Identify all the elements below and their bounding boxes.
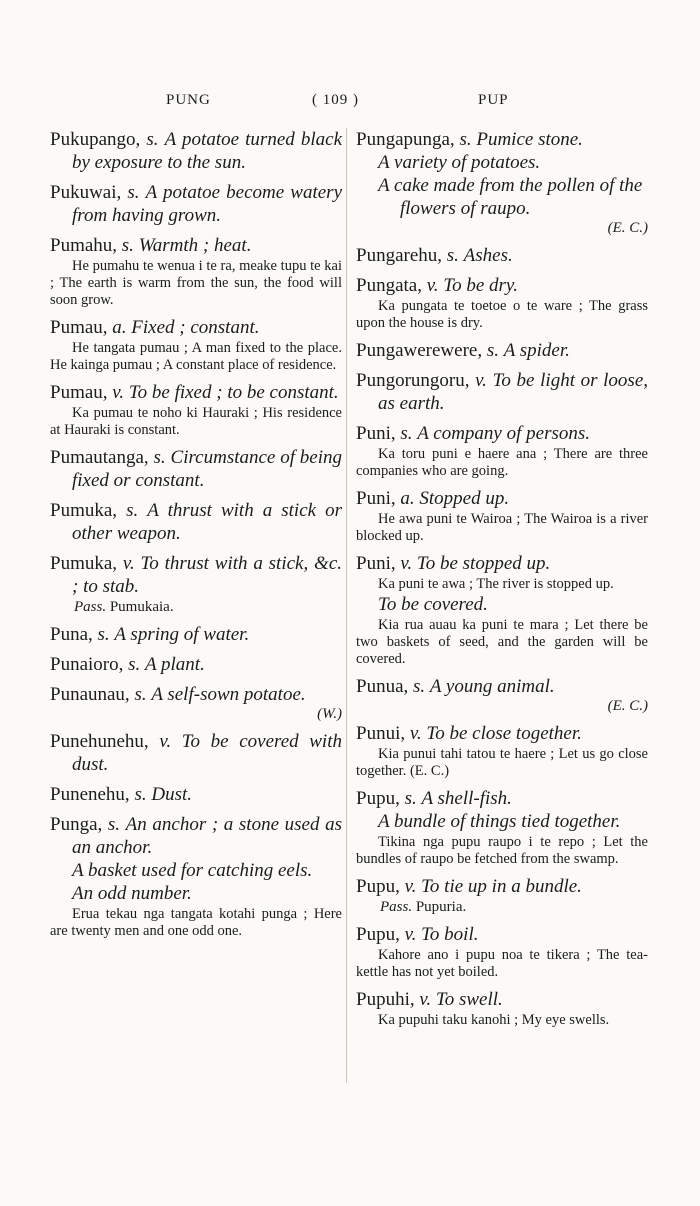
part-of-speech: v.: [159, 731, 172, 752]
passive-form: [50, 598, 342, 616]
entry-headword-line: [50, 499, 342, 545]
gloss: A spider.: [503, 340, 570, 361]
headword: Punaioro,: [50, 654, 124, 675]
passive-word: Pupuria.: [415, 899, 467, 915]
headword: Pungorungoru,: [356, 370, 470, 391]
headword: Puni,: [356, 423, 396, 444]
gloss: Circumstance of being fixed or constant.: [72, 447, 343, 491]
headword: Puni,: [356, 488, 396, 509]
dictionary-entry: [356, 274, 648, 332]
part-of-speech: v.: [475, 370, 487, 391]
entry-headword-line: [356, 339, 648, 362]
dictionary-entry: [50, 552, 342, 616]
headword: Pukuwai,: [50, 182, 122, 203]
header-right-guideword: PUP: [478, 92, 509, 108]
gloss: To be stopped up.: [416, 553, 551, 574]
part-of-speech: s.: [413, 676, 426, 697]
part-of-speech: v.: [426, 275, 439, 296]
part-of-speech: s.: [459, 129, 472, 150]
entry-headword-line: [50, 730, 342, 776]
headword: Pumau,: [50, 317, 108, 338]
entry-headword-line: [50, 653, 342, 676]
gloss: To be covered with dust.: [72, 731, 342, 775]
usage-example: He pumahu te wenua i te ra, meake tupu te kai ; The earth is warm from the sun, the food will soon grow.: [50, 258, 342, 308]
right-column: [356, 128, 648, 1036]
gloss: Pumice stone.: [476, 129, 583, 150]
dictionary-entry: [50, 128, 342, 174]
headword: Pumuka,: [50, 553, 118, 574]
gloss: Warmth ; heat.: [138, 235, 252, 256]
part-of-speech: s.: [404, 788, 417, 809]
dictionary-entry: [356, 128, 648, 237]
dictionary-entry: [50, 653, 342, 676]
dictionary-entry: [356, 422, 648, 480]
headword: Punga,: [50, 814, 103, 835]
part-of-speech: a.: [112, 317, 127, 338]
entry-headword-line: [50, 234, 342, 257]
usage-example: Erua tekau nga tangata kotahi punga ; Here are twenty men and one odd one.: [50, 906, 342, 939]
part-of-speech: s.: [134, 784, 147, 805]
entry-headword-line: [356, 923, 648, 946]
usage-example: Ka pungata te toetoe o te ware ; The grass upon the house is dry.: [356, 298, 648, 331]
entry-headword-line: [50, 128, 342, 174]
entry-headword-line: [356, 487, 648, 510]
header-left-guideword: PUNG: [166, 92, 211, 108]
source-abbreviation: (W.): [317, 706, 342, 722]
usage-example: Ka pupuhi taku kanohi ; My eye swells.: [378, 1012, 610, 1028]
part-of-speech: v.: [122, 553, 135, 574]
usage-example: Tikina nga pupu raupo i te repo ; Let the bundles of raupo be fetched from the swamp.: [356, 834, 648, 867]
dictionary-entry: [50, 623, 342, 646]
passive-word: Pumukaia.: [109, 599, 174, 615]
gloss: A company of persons.: [417, 423, 591, 444]
dictionary-entry: [50, 446, 342, 492]
headword: Punehunehu,: [50, 731, 149, 752]
gloss: An anchor ; a stone used as an anchor.: [72, 814, 342, 858]
headword: Pukupango,: [50, 129, 141, 150]
headword: Pungapunga,: [356, 129, 455, 150]
entry-headword-line: [50, 446, 342, 492]
part-of-speech: v.: [419, 989, 432, 1010]
headword: Pumahu,: [50, 235, 118, 256]
headword: Punui,: [356, 723, 406, 744]
dictionary-entry: [356, 988, 648, 1029]
usage-example: He awa puni te Wairoa ; The Wairoa is a river blocked up.: [356, 511, 648, 544]
dictionary-entry: [356, 787, 648, 868]
additional-sense: A basket used for catching eels.: [72, 860, 313, 881]
passive-label: Pass.: [380, 899, 413, 915]
entry-headword-line: [356, 274, 648, 297]
additional-sense: An odd number.: [72, 883, 192, 904]
gloss: To be fixed ; to be constant.: [128, 382, 339, 403]
gloss: To be light or loose, as earth.: [378, 370, 649, 414]
gloss: A thrust with a stick or other weapon.: [72, 500, 343, 544]
entry-headword-line: [356, 552, 648, 575]
dictionary-entry: [356, 244, 648, 267]
part-of-speech: v.: [409, 723, 422, 744]
entry-headword-line: [50, 623, 342, 646]
usage-example: Ka toru puni e haere ana ; There are three companies who are going.: [356, 446, 648, 479]
part-of-speech: v.: [400, 553, 413, 574]
entry-headword-line: [50, 783, 342, 806]
entry-headword-line: [356, 128, 648, 151]
entry-headword-line: [356, 675, 648, 698]
headword: Pungata,: [356, 275, 422, 296]
part-of-speech: s.: [153, 447, 166, 468]
dictionary-entry: [50, 316, 342, 374]
gloss: To tie up in a bundle.: [421, 876, 582, 897]
entry-headword-line: [50, 552, 342, 598]
headword: Punua,: [356, 676, 409, 697]
dictionary-entry: [356, 675, 648, 715]
dictionary-entry: [356, 875, 648, 916]
usage-example: Ka puni te awa ; The river is stopped up.: [378, 576, 614, 592]
part-of-speech: s.: [128, 654, 141, 675]
passive-label: Pass.: [74, 599, 107, 615]
usage-example: Kia punui tahi tatou te haere ; Let us go close together. (E. C.): [356, 746, 648, 779]
entry-headword-line: [356, 988, 648, 1011]
headword: Punaunau,: [50, 684, 130, 705]
gloss: To swell.: [435, 989, 503, 1010]
headword: Puni,: [356, 553, 396, 574]
headword: Puna,: [50, 624, 93, 645]
entry-headword-line: [50, 181, 342, 227]
headword: Punenehu,: [50, 784, 130, 805]
entry-headword-line: [356, 787, 648, 810]
dictionary-entry: [356, 722, 648, 780]
dictionary-entry: [356, 923, 648, 981]
gloss: To be close together.: [426, 723, 582, 744]
additional-sense: A cake made from the pollen of the flowers of raupo.: [378, 175, 643, 219]
gloss: A potatoe turned black by exposure to the sun.: [72, 129, 343, 173]
dictionary-entry: [356, 369, 648, 415]
gloss: Ashes.: [463, 245, 513, 266]
gloss: A spring of water.: [114, 624, 250, 645]
gloss: A young animal.: [429, 676, 555, 697]
dictionary-entry: [50, 381, 342, 439]
page-number: ( 109 ): [312, 92, 359, 108]
headword: Pungarehu,: [356, 245, 443, 266]
gloss: To boil.: [421, 924, 479, 945]
passive-form: [356, 898, 648, 916]
headword: Pumuka,: [50, 500, 118, 521]
headword: Pupu,: [356, 924, 400, 945]
usage-example: Ka pumau te noho ki Hauraki ; His residence at Hauraki is constant.: [50, 405, 342, 438]
dictionary-entry: [50, 813, 342, 940]
additional-sense: A bundle of things tied together.: [378, 811, 621, 832]
additional-sense: To be covered.: [378, 594, 488, 615]
part-of-speech: s.: [121, 235, 134, 256]
dictionary-entry: [356, 339, 648, 362]
part-of-speech: s.: [97, 624, 110, 645]
dictionary-entry: [50, 499, 342, 545]
source-abbreviation: (E. C.): [607, 698, 648, 714]
headword: Pumau,: [50, 382, 108, 403]
headword: Pupu,: [356, 788, 400, 809]
dictionary-entry: [356, 552, 648, 668]
dictionary-entry: [50, 683, 342, 723]
gloss: Fixed ; constant.: [131, 317, 260, 338]
headword: Pungawerewere,: [356, 340, 483, 361]
entry-headword-line: [356, 244, 648, 267]
source-abbreviation: (E. C.): [607, 220, 648, 236]
dictionary-entry: [356, 487, 648, 545]
gloss: A shell-fish.: [421, 788, 512, 809]
gloss: A self-sown potatoe.: [151, 684, 306, 705]
part-of-speech: s.: [127, 182, 140, 203]
dictionary-entry: [50, 181, 342, 227]
running-header: [0, 92, 700, 116]
entry-headword-line: [356, 369, 648, 415]
entry-headword-line: [356, 875, 648, 898]
part-of-speech: s.: [134, 684, 147, 705]
left-column: [50, 128, 342, 947]
part-of-speech: s.: [126, 500, 139, 521]
gloss: A potatoe become watery from having grown.: [72, 182, 342, 226]
gloss: To be dry.: [443, 275, 519, 296]
gloss: Stopped up.: [419, 488, 510, 509]
headword: Pupuhi,: [356, 989, 415, 1010]
part-of-speech: v.: [112, 382, 125, 403]
part-of-speech: s.: [146, 129, 159, 150]
usage-example: He tangata pumau ; A man fixed to the place. He kainga pumau ; A constant place of residence.: [50, 340, 342, 373]
dictionary-entry: [50, 783, 342, 806]
headword: Pupu,: [356, 876, 400, 897]
entry-headword-line: [356, 722, 648, 745]
gloss: A plant.: [145, 654, 205, 675]
part-of-speech: s.: [486, 340, 499, 361]
part-of-speech: v.: [404, 876, 417, 897]
dictionary-entry: [50, 730, 342, 776]
usage-example: Kahore ano i pupu noa te tikera ; The tea-kettle has not yet boiled.: [356, 947, 648, 980]
gloss: Dust.: [151, 784, 192, 805]
part-of-speech: s.: [107, 814, 121, 835]
entry-headword-line: [50, 316, 342, 339]
entry-headword-line: [50, 381, 342, 404]
entry-headword-line: [356, 422, 648, 445]
part-of-speech: a.: [400, 488, 415, 509]
part-of-speech: s.: [400, 423, 413, 444]
part-of-speech: v.: [404, 924, 417, 945]
additional-sense: A variety of potatoes.: [378, 152, 541, 173]
entry-headword-line: [50, 813, 342, 859]
part-of-speech: s.: [446, 245, 459, 266]
dictionary-entry: [50, 234, 342, 309]
entry-headword-line: [50, 683, 342, 706]
column-divider: [346, 128, 347, 1083]
headword: Pumautanga,: [50, 447, 149, 468]
gloss: To thrust with a stick, &c. ; to stab.: [72, 553, 343, 597]
usage-example: Kia rua auau ka puni te mara ; Let there be two baskets of seed, and the garden will be covered.: [356, 617, 648, 667]
